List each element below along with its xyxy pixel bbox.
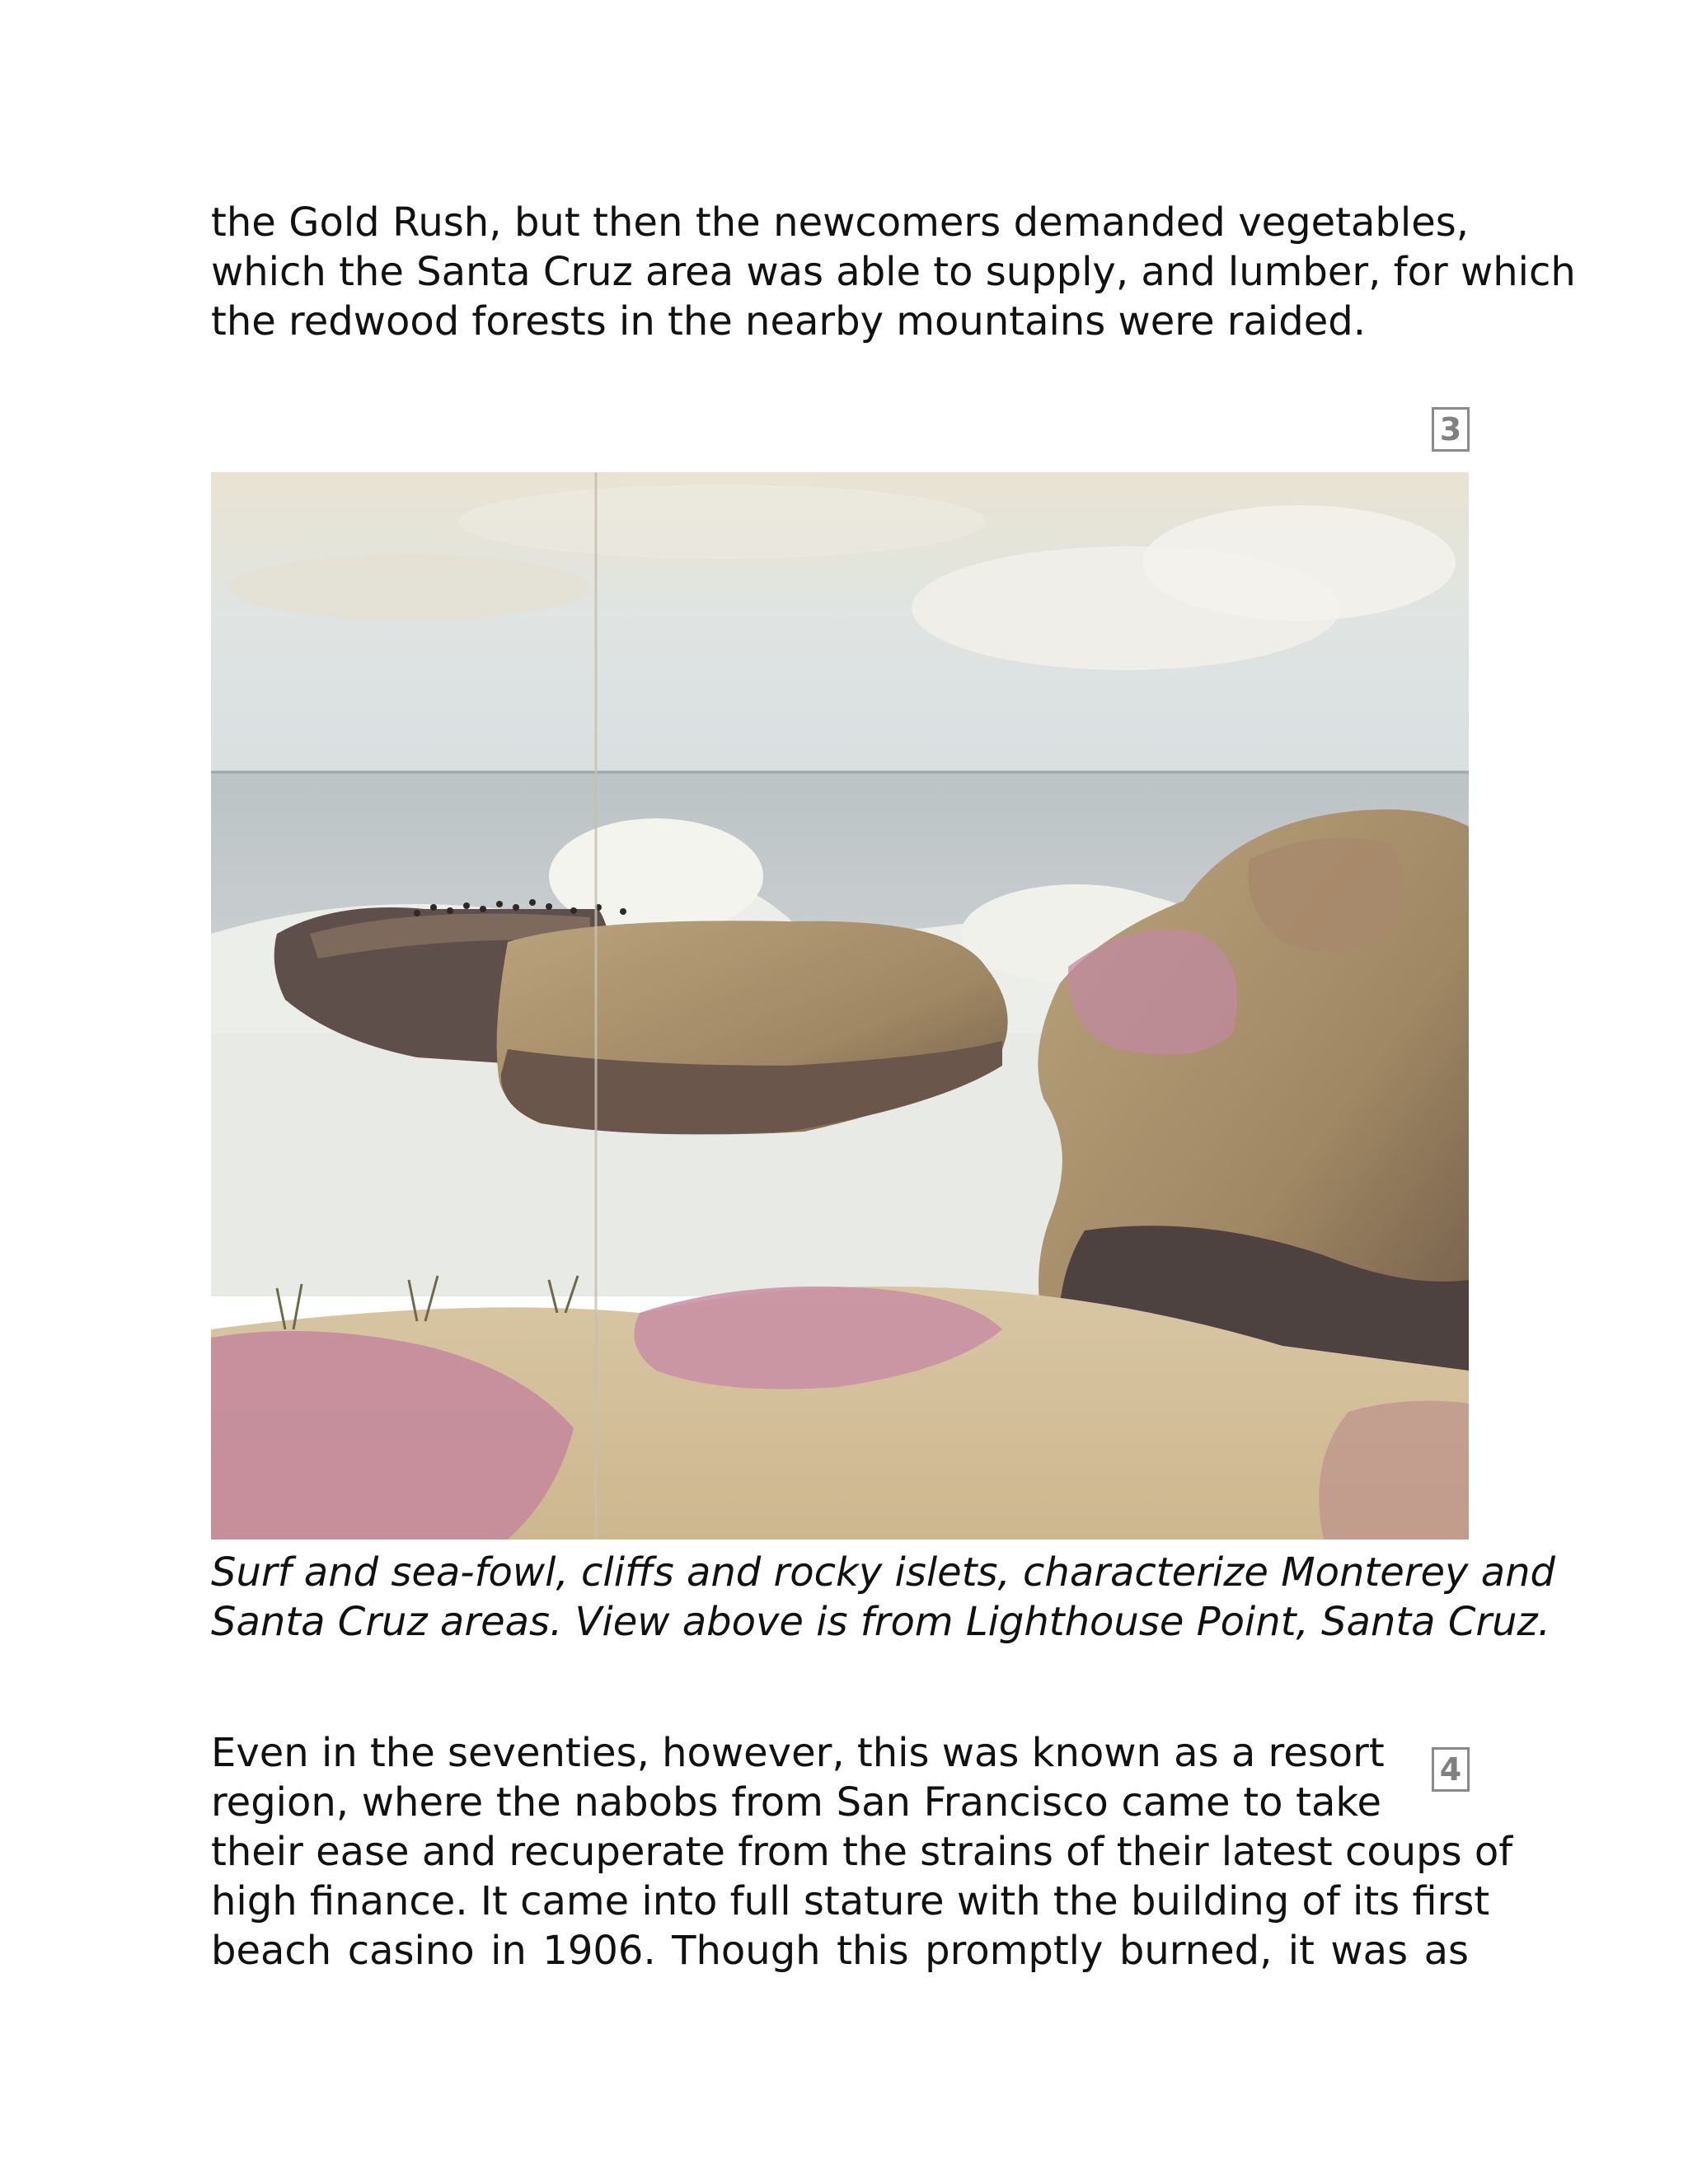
text-line: region, where the nabobs from San Francisco came to take: [211, 1779, 1381, 1825]
paragraph-top: [211, 198, 1576, 346]
page-number-marker: 3: [1432, 407, 1470, 452]
paragraph-bottom: [211, 1728, 1513, 1975]
caption-line: Santa Cruz areas. View above is from Lighthouse Point, Santa Cruz.: [211, 1599, 1550, 1645]
page-number-marker: 4: [1432, 1747, 1470, 1792]
text-line: the Gold Rush, but then the newcomers demanded vegetables,: [211, 199, 1469, 246]
figure-caption: [211, 1548, 1555, 1647]
text-line: high finance. It came into full stature with the building of its first: [211, 1878, 1490, 1924]
text-line: beach casino in 1906. Though this promptly burned, it was as: [211, 1928, 1469, 1974]
text-line: their ease and recuperate from the strains of their latest coups of: [211, 1829, 1513, 1875]
text-line: which the Santa Cruz area was able to supply, and lumber, for which: [211, 249, 1576, 295]
coastline-photo: [211, 472, 1469, 1540]
text-line: the redwood forests in the nearby mountains were raided.: [211, 298, 1366, 344]
coastline-photo-illustration: [211, 472, 1469, 1540]
caption-line: Surf and sea-fowl, cliffs and rocky islets, characterize Monterey and: [211, 1549, 1555, 1596]
text-line: Even in the seventies, however, this was known as a resort: [211, 1730, 1385, 1776]
